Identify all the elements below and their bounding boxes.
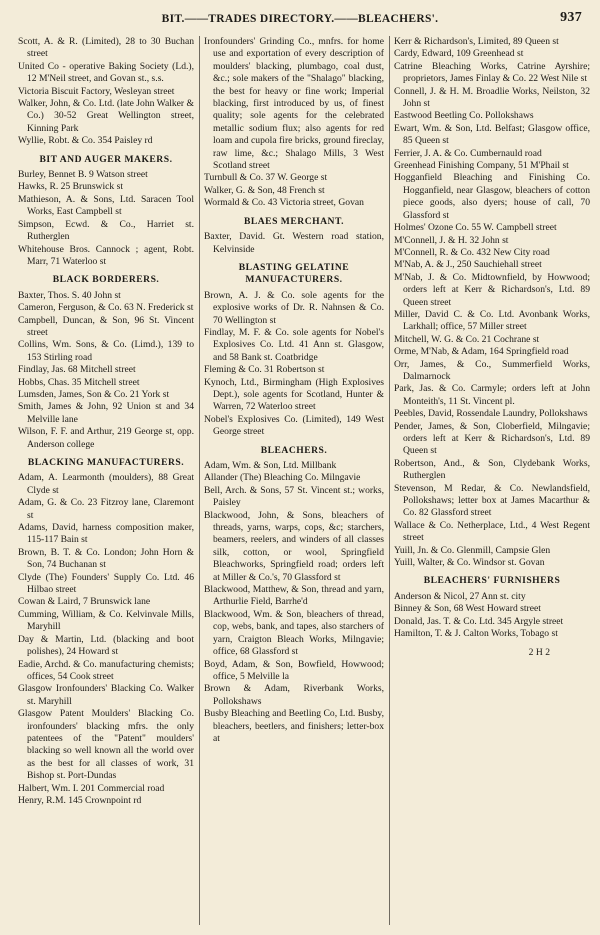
directory-entry: Holmes' Ozone Co. 55 W. Campbell street	[394, 222, 557, 234]
directory-entry: Walker, John, & Co. Ltd. (late John Walker & Co.) 30-52 Great Wellington street, Kinning Park	[18, 98, 194, 134]
directory-entry: Cardy, Edward, 109 Greenhead st	[394, 48, 524, 60]
directory-entry: Cowan & Laird, 7 Brunswick lane	[18, 596, 151, 608]
directory-entry: Stevenson, M Redar, & Co. Newlandsfield, Pollokshaws; letter box at James Macarthur & Co. 82 Glassford street	[394, 482, 590, 519]
directory-entry: Smith, James & John, 92 Union st and 34 Melville lane	[18, 401, 194, 425]
directory-entry: Kynoch, Ltd., Birmingham (High Explosives Dept.), sole agents for Scotland, Hunter & Warren, 72 Waterloo street	[204, 376, 384, 413]
directory-entry: Anderson & Nicol, 27 Ann st. city	[394, 590, 526, 602]
directory-entry: Robertson, And., & Son, Clydebank Works, Rutherglen	[394, 457, 590, 482]
directory-entry: Hogganfield Bleaching and Finishing Co. Hogganfield, near Glasgow, bleachers of cotton piece goods, also dyers; house of call, 70 Glassford st	[394, 172, 590, 221]
column-rule	[389, 36, 390, 925]
directory-entry: Cameron, Ferguson, & Co. 63 N. Frederick st	[18, 302, 194, 314]
directory-entry: Campbell, Duncan, & Son, 96 St. Vincent street	[18, 314, 194, 338]
page-number: 937	[560, 10, 582, 25]
directory-entry: Miller, David C. & Co. Ltd. Avonbank Works, Larkhall; office, 57 Miller street	[394, 308, 590, 333]
directory-entry: M'Nab, J. & Co. Midtownfield, by Howwood; orders left at Kerr & Richardson's, Ltd. 89 Queen street	[394, 271, 590, 308]
signature-mark: 2 H 2	[528, 646, 550, 658]
section-heading: BLACKING MANUFACTURERS.	[27, 457, 185, 468]
directory-entry: Simpson, Ecwd. & Co., Harriet st. Rutherglen	[18, 218, 194, 243]
page-header	[0, 10, 600, 32]
directory-entry: Peebles, David, Rossendale Laundry, Pollokshaws	[394, 408, 588, 420]
directory-entry: Park, Jas. & Co. Carmyle; orders left at John Monteith's, 11 St. Vincent pl.	[394, 383, 590, 407]
columns-area	[18, 36, 588, 925]
directory-entry: Blackwood, Wm. & Son, bleachers of thread, cop, webs, bank, and tapes, also starchers of yarn, Craigton Bleach Works, Milngavie; office, 68 Glassford st	[204, 608, 384, 658]
directory-entry: Busby Bleaching and Beetling Co, Ltd. Busby, bleachers, beetlers, and finishers; letter-box at	[204, 708, 384, 744]
directory-entry: M'Connell, J. & H. 32 John st	[394, 234, 509, 246]
directory-entry: Baxter, David. Gt. Western road station, Kelvinside	[204, 231, 384, 255]
directory-entry: Adam, A. Learmonth (moulders), 88 Great Clyde st	[18, 472, 194, 496]
directory-entry: Adam, Wm. & Son, Ltd. Millbank	[204, 460, 337, 471]
directory-entry: Pender, James, & Son, Cloberfield, Milngavie; orders left at Kerr & Richardson's, Ltd. 89 Queen st	[394, 420, 590, 457]
directory-entry: Scott, A. & R. (Limited), 28 to 30 Buchan street	[18, 36, 194, 60]
directory-entry: Mathieson, A. & Sons, Ltd. Saracen Tool Works, East Campbell st	[18, 193, 194, 218]
column-1	[18, 36, 194, 925]
directory-entry: Glasgow Ironfounders' Blacking Co. Walker st. Maryhill	[18, 683, 194, 707]
directory-entry: Adam, G. & Co. 23 Fitzroy lane, Claremont st	[18, 497, 194, 521]
directory-entry: Halbert, Wm. I. 201 Commercial road	[18, 782, 165, 794]
directory-entry: M'Nab, A. & J., 250 Sauchiehall street	[394, 259, 542, 271]
directory-entry: Eadie, Archd. & Co. manufacturing chemists; offices, 54 Cook street	[18, 658, 194, 682]
directory-entry: Burley, Bennet B. 9 Watson street	[18, 169, 148, 181]
directory-entry: Catrine Bleaching Works, Catrine Ayrshire; proprietors, James Finlay & Co. 22 West Nile st	[394, 60, 590, 85]
section-heading: BIT AND AUGER MAKERS.	[39, 153, 173, 165]
directory-entry: Orr, James, & Co., Summerfield Works, Dalmarnock	[394, 358, 590, 382]
directory-entry: Hamilton, T. & J. Calton Works, Tobago st	[394, 628, 558, 640]
directory-entry: Baxter, Thos. S. 40 John st	[18, 289, 121, 301]
directory-entry: Ironfounders' Grinding Co., mnfrs. for home use and exportation of every description of moulders' blacking, plumbago, coal dust, &c.; sole makers of the "Shalago" blacking, the best for heavy or fine work; Imperial blacking, first introduced by us, of finest quality; sole agents for the celebrated metallic sodium flux; also agents for red loam and cupola fire bricks, ground fireclay, raw lime, &c.; Shalago Mills, 3 West Scotland street	[204, 36, 384, 172]
directory-entry: United Co - operative Baking Society (Ld.), 12 M'Neil street, and Govan st., s.s.	[18, 60, 194, 85]
directory-entry: Ferrier, J. A. & Co. Cumbernauld road	[394, 147, 542, 159]
directory-entry: Brown, A. J. & Co. sole agents for the explosive works of Dr. R. Nahnsen & Co. 70 Wellington st	[204, 289, 384, 326]
directory-entry: Walker, G. & Son, 48 French st	[204, 184, 325, 196]
directory-entry: Kerr & Richardson's, Limited, 89 Queen st	[394, 36, 559, 47]
directory-entry: Findlay, Jas. 68 Mitchell street	[18, 364, 136, 376]
directory-entry: Blackwood, John, & Sons, bleachers of threads, yarns, warps, cops, &c; starchers, beamers, reelers, and winders of all classes silk, cotton, or wool, Springfield Bleachworks, Springfield road; orders left at Miller & Co.'s, 70 Glassford st	[204, 509, 384, 583]
directory-entry: Whitehouse Bros. Cannock ; agent, Robt. Marr, 71 Waterloo st	[18, 243, 194, 267]
directory-entry: M'Connell, R. & Co. 432 New City road	[394, 246, 550, 258]
directory-entry: Cumming, William, & Co. Kelvinvale Mills, Maryhill	[18, 608, 194, 633]
directory-entry: Greenhead Finishing Company, 51 M'Phail st	[394, 160, 569, 172]
directory-entry: Adams, David, harness composition maker, 115-117 Bain st	[18, 522, 194, 546]
directory-entry: Collins, Wm. Sons, & Co. (Limd.), 139 to 153 Stirling road	[18, 339, 194, 363]
directory-entry: Nobel's Explosives Co. (Limited), 149 West George street	[204, 413, 384, 438]
section-heading: BLEACHERS.	[260, 444, 328, 456]
directory-entry: Clyde (The) Founders' Supply Co. Ltd. 46 Hilbao street	[18, 571, 194, 596]
directory-entry: Eastwood Beetling Co. Pollokshaws	[394, 110, 534, 122]
directory-entry: Yuill, Jn. & Co. Glenmill, Campsie Glen	[394, 544, 551, 556]
directory-entry: Yuill, Walter, & Co. Windsor st. Govan	[394, 557, 545, 569]
directory-entry: Day & Martin, Ltd. (blacking and boot polishes), 24 Howard st	[18, 633, 194, 658]
directory-entry: Hawks, R. 25 Brunswick st	[18, 181, 123, 193]
directory-entry: Connell, J. & H. M. Broadlie Works, Neilston, 32 John st	[394, 85, 590, 110]
directory-entry: Henry, R.M. 145 Crownpoint rd	[18, 794, 142, 806]
directory-entry: Wormald & Co. 43 Victoria street, Govan	[204, 197, 364, 209]
section-heading: BLACK BORDERERS.	[52, 274, 160, 286]
directory-entry: Donald, Jas. T. & Co. Ltd. 345 Argyle street	[394, 615, 564, 627]
directory-entry: Wallace & Co. Netherplace, Ltd., 4 West Regent street	[394, 519, 590, 544]
column-2	[204, 36, 384, 925]
column-3	[394, 36, 590, 925]
directory-entry: Brown & Adam, Riverbank Works, Pollokshaws	[204, 683, 384, 707]
directory-entry: Binney & Son, 68 West Howard street	[394, 603, 541, 615]
directory-entry: Ewart, Wm. & Son, Ltd. Belfast; Glasgow office, 85 Queen st	[394, 122, 590, 147]
directory-entry: Brown, B. T. & Co. London; John Horn & Son, 74 Buchanan st	[18, 546, 194, 571]
directory-entry: Orme, M'Nab, & Adam, 164 Springfield road	[394, 346, 569, 358]
directory-entry: Lumsden, James, Son & Co. 21 York st	[18, 388, 170, 400]
directory-entry: Wyllie, Robt. & Co. 354 Paisley rd	[18, 135, 153, 147]
directory-entry: Findlay, M. F. & Co. sole agents for Nobel's Explosives Co. Ltd. 41 Ann st. Glasgow, and 58 Bank st. Coatbridge	[204, 326, 384, 363]
directory-entry: Victoria Biscuit Factory, Wesleyan street	[18, 85, 175, 97]
section-heading: BLEACHERS' FURNISHERS	[423, 575, 561, 587]
directory-entry: Allander (The) Bleaching Co. Milngavie	[204, 472, 361, 484]
section-heading: BLASTING GELATINE MANUFACTURERS.	[238, 261, 350, 286]
directory-entry: Mitchell, W. G. & Co. 21 Cochrane st	[394, 333, 540, 345]
column-rule	[199, 36, 200, 925]
directory-entry: Boyd, Adam, & Son, Bowfield, Howwood; office, 5 Melville la	[204, 658, 384, 682]
directory-entry: Fleming & Co. 31 Robertson st	[204, 364, 325, 376]
running-title: BIT.——TRADES DIRECTORY.——BLEACHERS'.	[161, 13, 439, 25]
section-heading: BLAES MERCHANT.	[243, 215, 345, 227]
directory-entry: Blackwood, Matthew, & Son, thread and yarn, Arthurlie Field, Barrhe'd	[204, 584, 384, 608]
directory-entry: Hobbs, Chas. 35 Mitchell street	[18, 376, 140, 388]
directory-entry: Bell, Arch. & Sons, 57 St. Vincent st.; works, Paisley	[204, 484, 384, 509]
directory-entry: Turnbull & Co. 37 W. George st	[204, 172, 328, 184]
directory-entry: Glasgow Patent Moulders' Blacking Co. ironfounders' blacking mfrs. the only patentees of the "Patent" moulders' blacking so well known all the world over as the best for all classes of work, 31 Bishop st. Port-Dundas	[18, 708, 194, 782]
directory-entry: Wilson, F. F. and Arthur, 219 George st, opp. Anderson college	[18, 426, 194, 450]
